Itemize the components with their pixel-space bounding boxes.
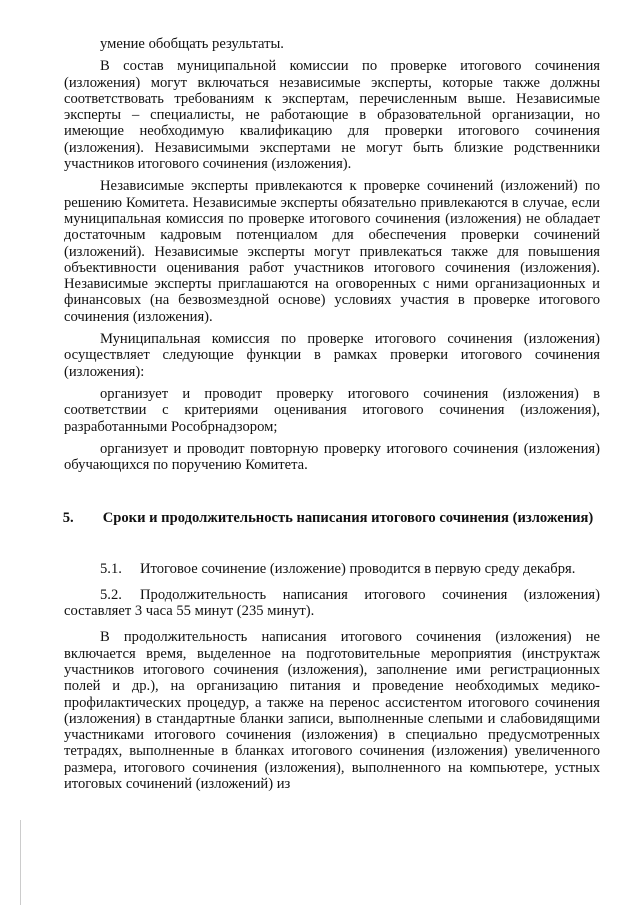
scan-artifact-line [20,820,21,905]
item-text: Итоговое сочинение (изложение) проводится в первую среду декабря. [140,561,576,578]
paragraph: В продолжительность написания итогового сочинения (изложения) не включается время, выделенное на подготовительные мероприятия (инструктаж участников итогового сочинения (изложения), заполнение ими регистрационных полей и др.), на организацию питания и проведение необходимых медико-профилактических процедур, а также на перенос ассистентом итогового сочинения (изложения) в стандартные бланки записи, выполненные слепыми и слабовидящими участниками итогового сочинения (изложения) в специально предусмотренных тетрадях, выполненные в бланках итогового сочинения (изложения) увеличенного размера, итогового сочинения (изложения), выполненного на компьютере, устных итоговых сочинений (изложений) из [64,629,600,792]
paragraph: Независимые эксперты привлекаются к проверке сочинений (изложений) по решению Комитета. Независимые эксперты обязательно привлекаются в случае, если муниципальная комиссия по проверке итогового сочинения (изложения) не обладает достаточным кадровым потенциалом для обеспечения проверки сочинений (изложений). Независимые эксперты могут привлекаться также для повышения объективности оценивания работ участников итогового сочинения (изложения). Независимые эксперты приглашаются на оговоренных с ними организационных и финансовых (на безвозмездной основе) условиях участия в проверке итогового сочинения (изложения). [64,178,600,325]
section-heading [64,509,600,527]
paragraph: Муниципальная комиссия по проверке итогового сочинения (изложения) осуществляет следующие функции в рамках проверки итогового сочинения (изложения): [64,331,600,380]
numbered-item [64,561,600,577]
paragraph: В состав муниципальной комиссии по проверке итогового сочинения (изложения) могут включаться независимые эксперты, которые также должны соответствовать требованиям к экспертам, перечисленным выше. Независимые эксперты – специалисты, не работающие в образовательной организации, но имеющие необходимую квалификацию для проверки итогового сочинения (изложения). Независимыми экспертами не могут быть близкие родственники участников итогового сочинения (изложения). [64,58,600,173]
item-number: 5.1. [100,561,122,578]
document-page [64,36,600,798]
section-number: 5. [62,510,74,527]
numbered-item [64,587,600,620]
list-item-paragraph: организует и проводит проверку итогового сочинения (изложения) в соответствии с критериями оценивания итогового сочинения (изложения), разработанными Рособрнадзором; [64,385,600,435]
item-text: Продолжительность написания итогового сочинения (изложения) составляет 3 часа 55 минут (235 минут). [64,586,600,620]
paragraph: умение обобщать результаты. [100,36,284,52]
item-number: 5.2. [100,586,122,603]
list-item-paragraph: организует и проводит повторную проверку итогового сочинения (изложения) обучающихся по поручению Комитета. [64,440,600,474]
section-title: Сроки и продолжительность написания итогового сочинения (изложения) [102,510,594,527]
